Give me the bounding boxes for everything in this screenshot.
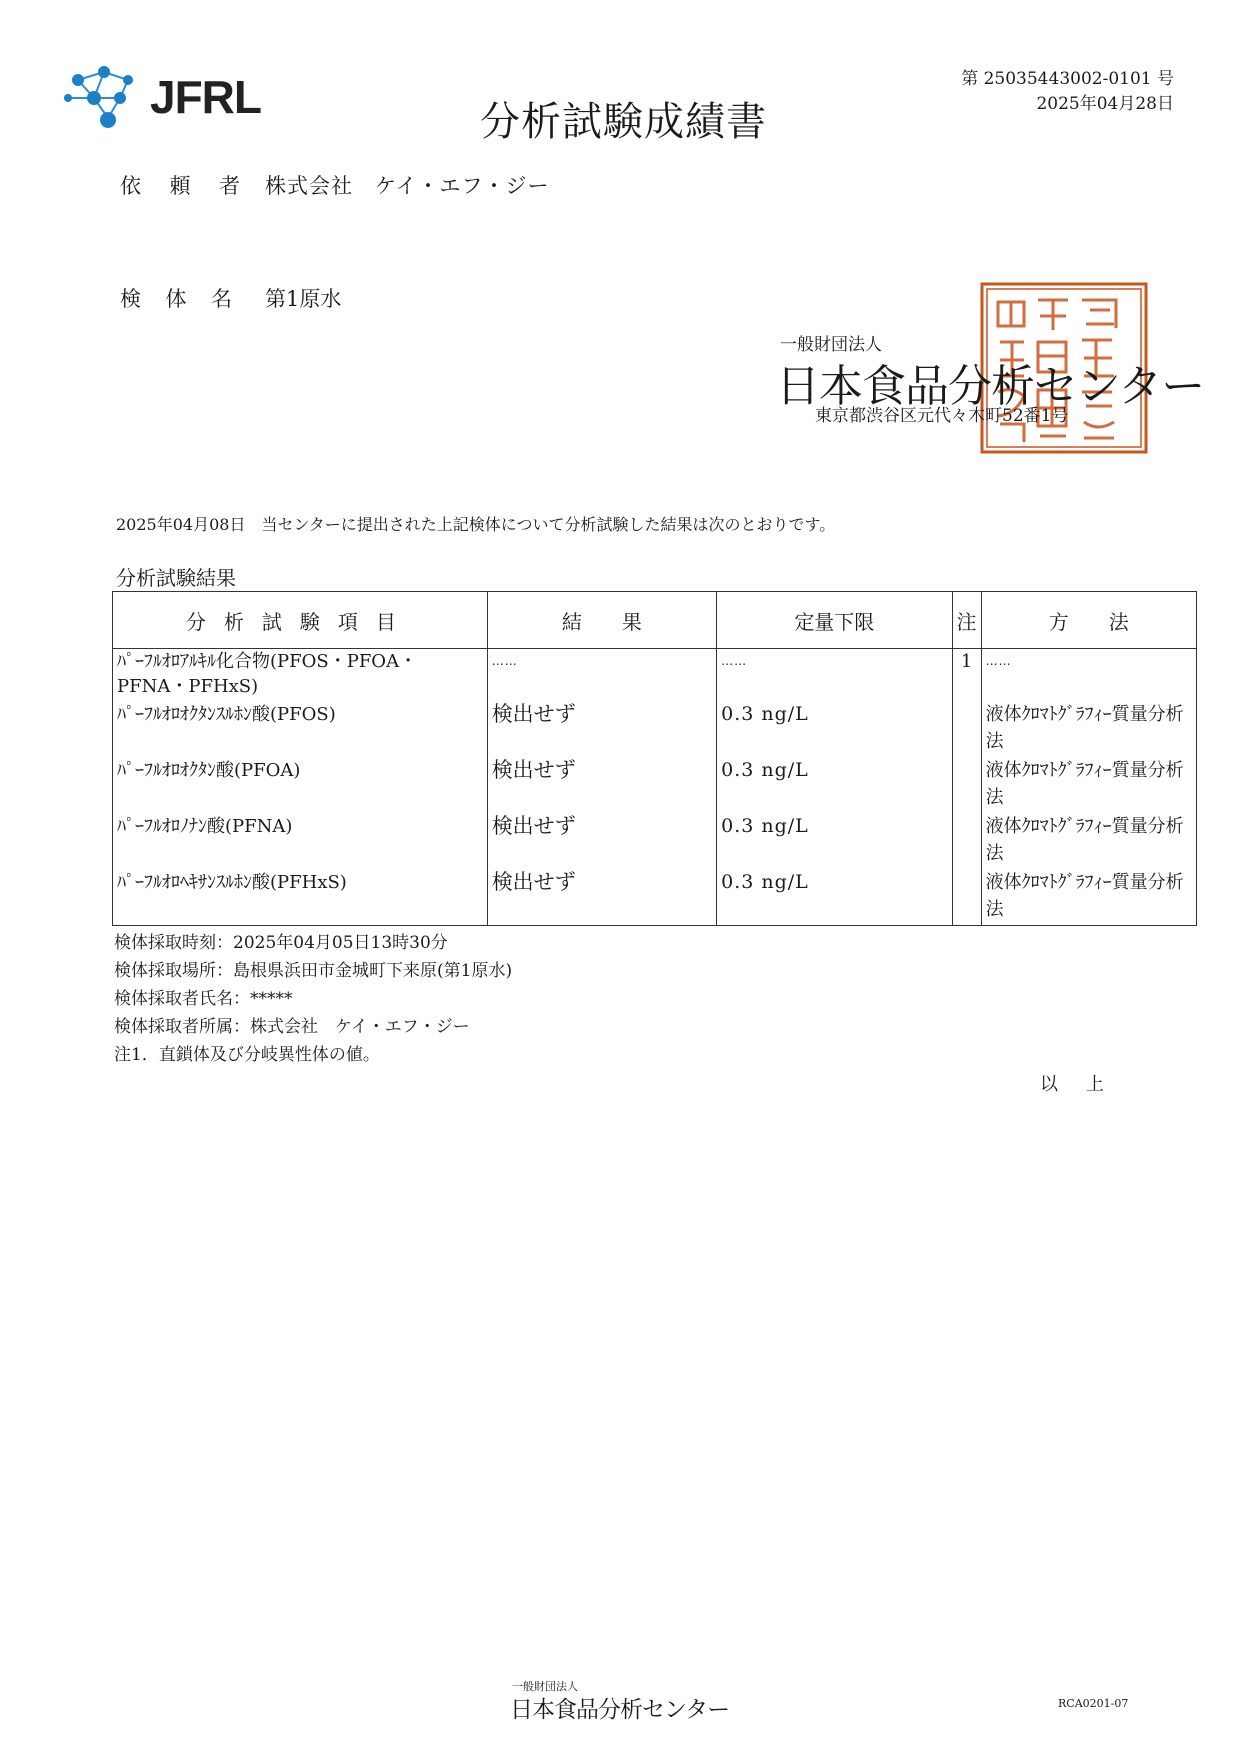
sample-label-char: 名 <box>211 287 232 311</box>
sampling-place: 検体採取場所：島根県浜田市金城町下来原(第1原水) <box>114 961 513 981</box>
issuer-name: 日本食品分析センター <box>776 362 1205 411</box>
sample-label-char: 体 <box>165 287 187 311</box>
sample-label-char: 検 <box>120 287 141 311</box>
issue-date: 2025年04月28日 <box>1036 94 1174 114</box>
sampling-time: 検体採取時刻：2025年04月05日13時30分 <box>114 933 448 953</box>
column-header-loq: 定量下限 <box>717 592 952 649</box>
column-header-note: 注 <box>952 592 981 649</box>
loq-cell: 0.3 ng/L <box>717 869 952 926</box>
sampler-affiliation: 検体採取者所属：株式会社 ケイ・エフ・ジー <box>114 1017 470 1037</box>
issuer-address: 東京都渋谷区元代々木町52番1号 <box>815 406 1069 426</box>
group-method-cell: …… <box>981 649 1196 702</box>
loq-cell: 0.3 ng/L <box>717 813 952 869</box>
table-header-row <box>113 592 1197 649</box>
molecule-icon <box>64 62 154 134</box>
note-cell <box>952 757 981 813</box>
analyte-cell: ﾊﾟｰﾌﾙｵﾛｵｸﾀﾝ酸(PFOA) <box>113 757 488 813</box>
result-cell: 検出せず <box>487 813 716 869</box>
results-heading: 分析試験結果 <box>116 566 236 590</box>
method-cell: 液体ｸﾛﾏﾄｸﾞﾗﾌｨｰ質量分析法 <box>981 701 1196 757</box>
issuer-subtitle: 一般財団法人 <box>780 335 882 354</box>
table-row <box>113 757 1197 813</box>
closing-mark: 以上 <box>1040 1074 1132 1095</box>
requester-label-char: 者 <box>219 174 240 198</box>
analyte-cell: ﾊﾟｰﾌﾙｵﾛﾉﾅﾝ酸(PFNA) <box>113 813 488 869</box>
group-item-cell: ﾊﾟｰﾌﾙｵﾛｱﾙｷﾙ化合物(PFOS・PFOA・PFNA・PFHxS) <box>113 649 488 702</box>
footer-org-name: 日本食品分析センター <box>510 1696 730 1722</box>
analyte-cell: ﾊﾟｰﾌﾙｵﾛﾍｷｻﾝｽﾙﾎﾝ酸(PFHxS) <box>113 869 488 926</box>
note-cell <box>952 813 981 869</box>
footer-subtitle: 一般財団法人 <box>512 1681 578 1693</box>
table-row <box>113 813 1197 869</box>
column-header-method: 方 法 <box>981 592 1196 649</box>
statement-text: 2025年04月08日 当センターに提出された上記検体について分析試験した結果は次のとおりです。 <box>116 515 836 534</box>
result-cell: 検出せず <box>487 701 716 757</box>
method-cell: 液体ｸﾛﾏﾄｸﾞﾗﾌｨｰ質量分析法 <box>981 869 1196 926</box>
results-table <box>112 591 1197 926</box>
table-row <box>113 701 1197 757</box>
requester-value: 株式会社 ケイ・エフ・ジー <box>265 174 550 198</box>
group-loq-cell: …… <box>717 649 952 702</box>
page-title: 分析試験成績書 <box>480 99 767 145</box>
group-result-cell: …… <box>487 649 716 702</box>
logo-text: JFRL <box>150 71 261 123</box>
method-cell: 液体ｸﾛﾏﾄｸﾞﾗﾌｨｰ質量分析法 <box>981 813 1196 869</box>
requester-label <box>120 170 240 200</box>
jfrl-logo <box>64 62 304 136</box>
loq-cell: 0.3 ng/L <box>717 757 952 813</box>
method-cell: 液体ｸﾛﾏﾄｸﾞﾗﾌｨｰ質量分析法 <box>981 757 1196 813</box>
requester-label-char: 依 <box>120 174 141 198</box>
sample-label <box>120 283 232 313</box>
result-cell: 検出せず <box>487 757 716 813</box>
document-number: 第 25035443002-0101 号 <box>961 69 1174 89</box>
form-code: RCA0201-07 <box>1058 1697 1129 1710</box>
sample-value: 第1原水 <box>265 287 342 311</box>
sampler-name: 検体採取者氏名：***** <box>114 989 293 1009</box>
loq-cell: 0.3 ng/L <box>717 701 952 757</box>
column-header-item: 分析試験項目 <box>113 592 488 649</box>
requester-label-char: 頼 <box>169 174 191 198</box>
note-cell <box>952 869 981 926</box>
note-cell <box>952 701 981 757</box>
table-row <box>113 869 1197 926</box>
table-row <box>113 649 1197 702</box>
analyte-cell: ﾊﾟｰﾌﾙｵﾛｵｸﾀﾝｽﾙﾎﾝ酸(PFOS) <box>113 701 488 757</box>
column-header-result: 結 果 <box>487 592 716 649</box>
result-cell: 検出せず <box>487 869 716 926</box>
group-note-cell: 1 <box>952 649 981 702</box>
footnote-1: 注1．直鎖体及び分岐異性体の値。 <box>114 1045 380 1065</box>
